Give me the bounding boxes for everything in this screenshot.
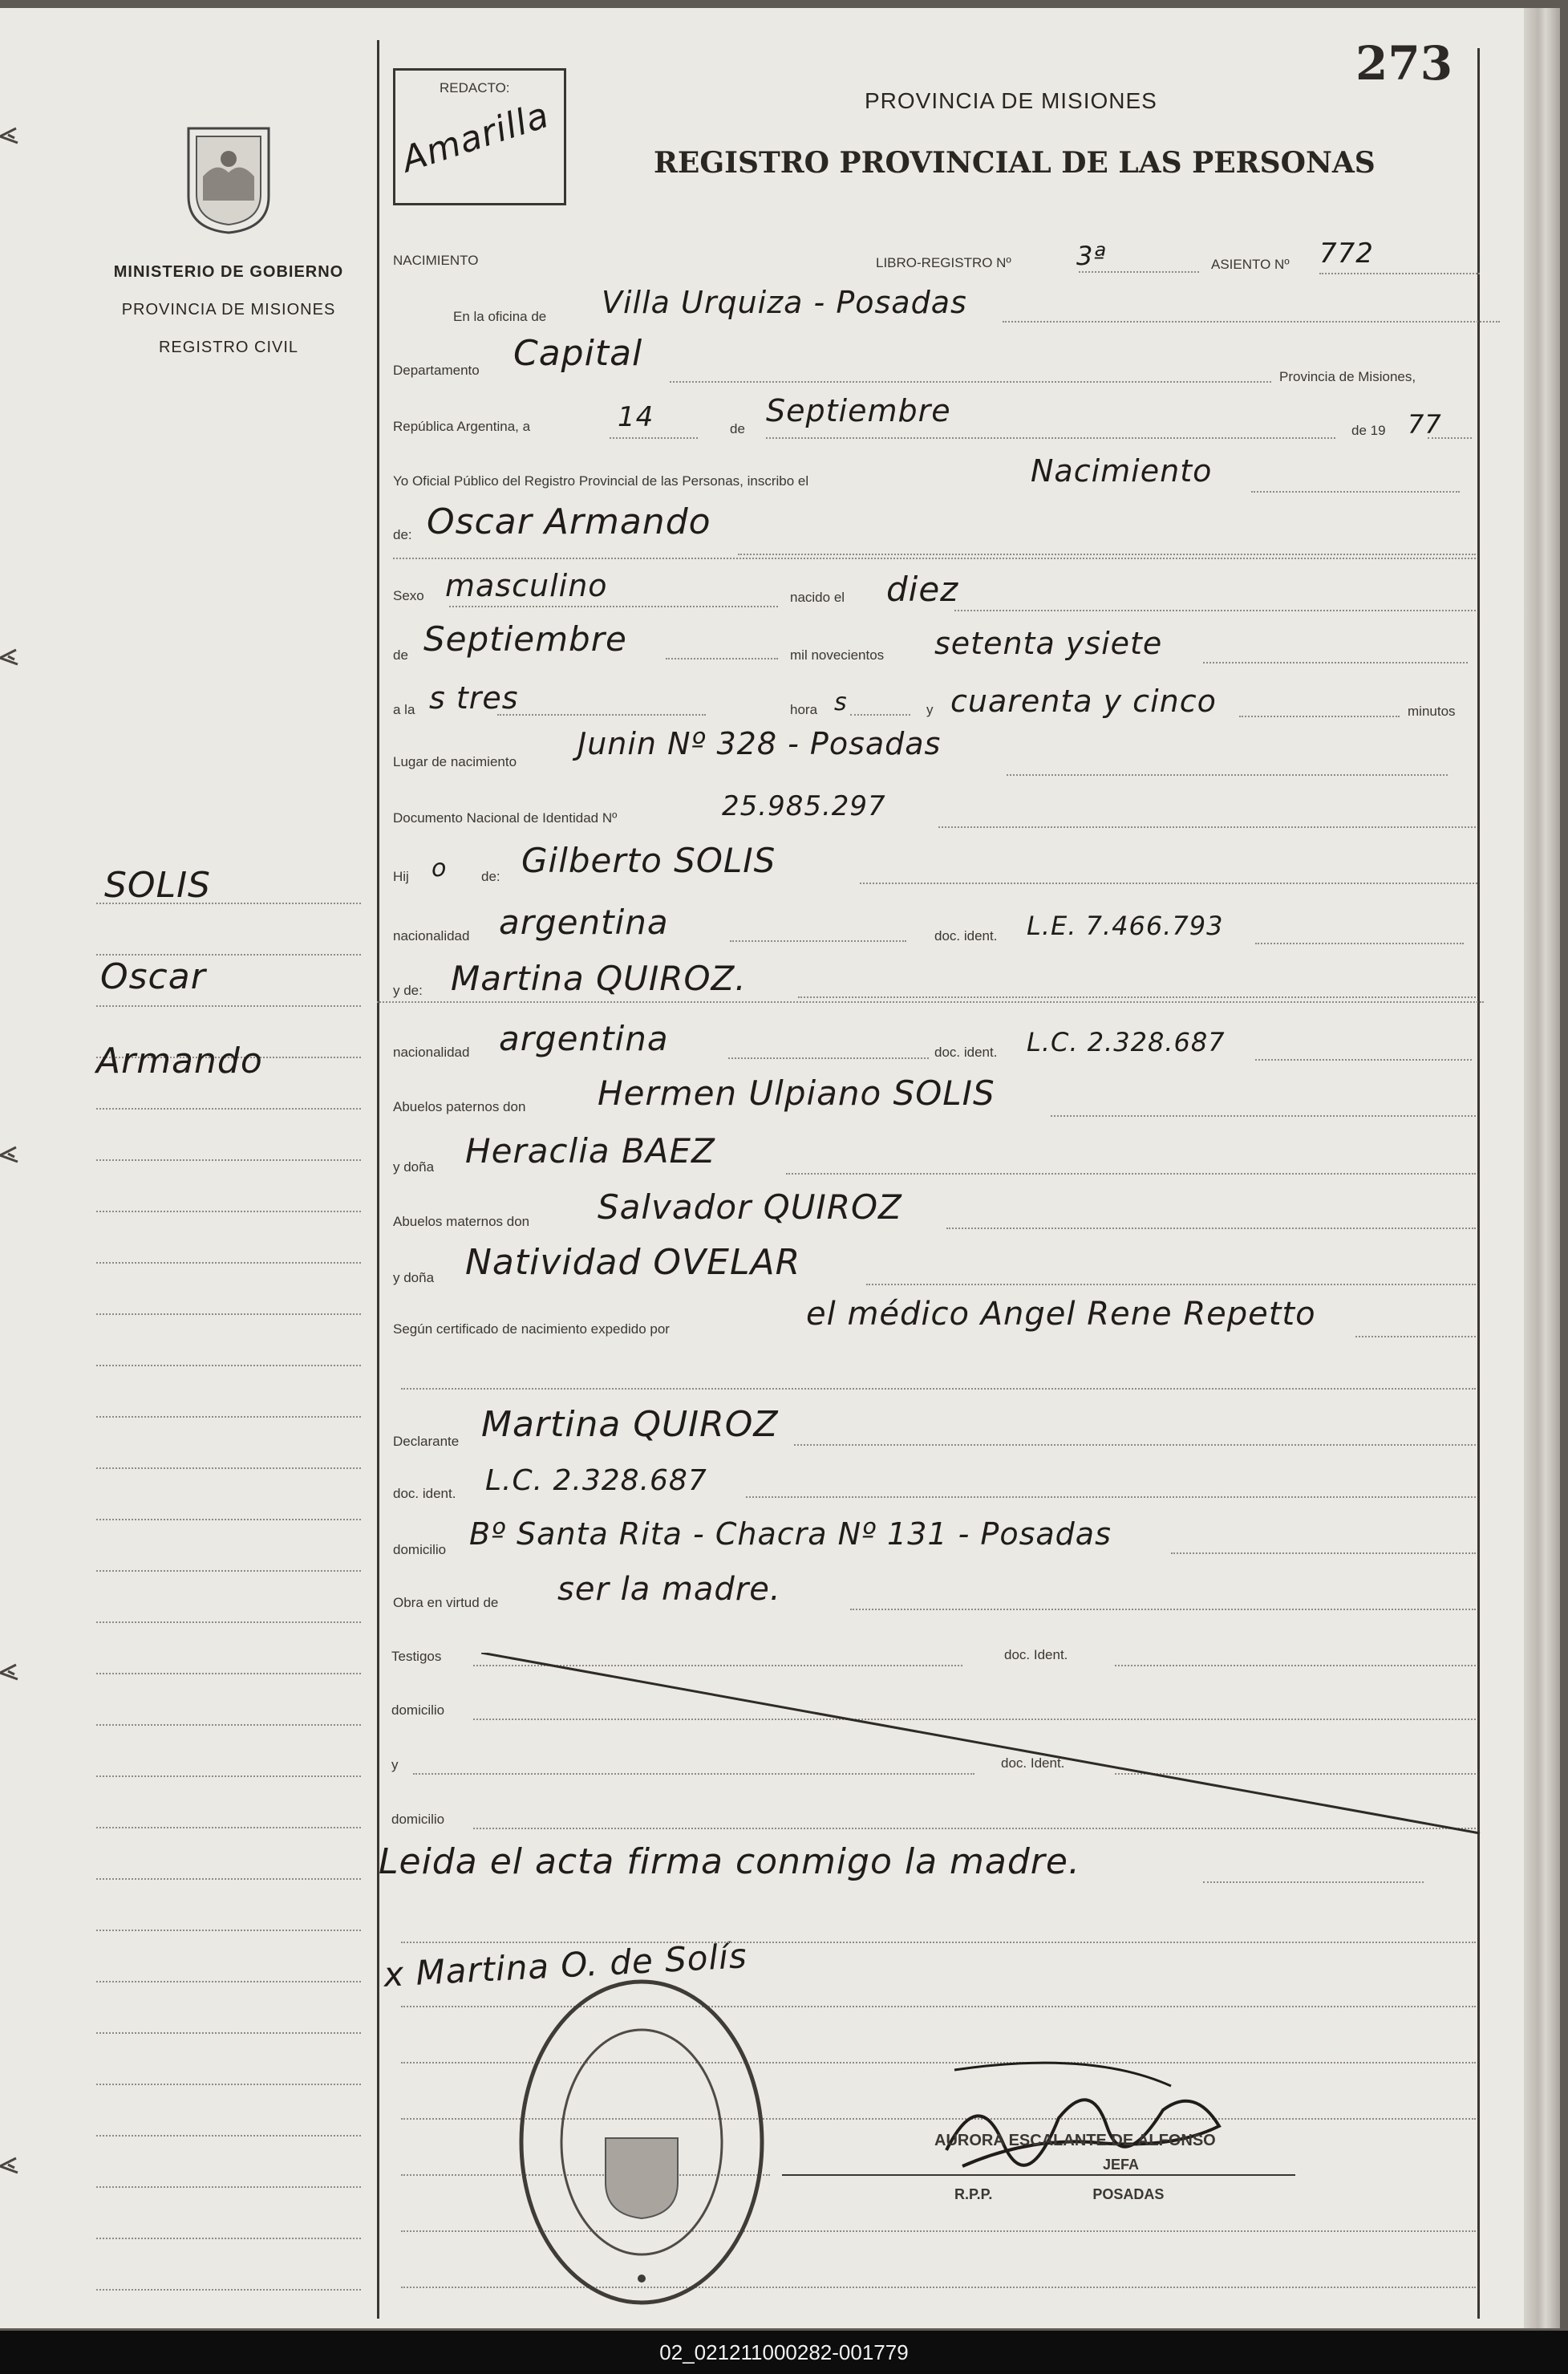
oficial-label: Yo Oficial Público del Registro Provincial de las Personas, inscribo el <box>393 473 809 489</box>
minutos-label: minutos <box>1408 704 1456 719</box>
hijo-value: o <box>432 854 448 883</box>
mother-doc-label: doc. ident. <box>934 1045 998 1060</box>
form-rule-line <box>738 554 1476 555</box>
form-rule-line <box>746 1496 1476 1498</box>
form-rule-line <box>497 714 706 716</box>
abuelos-mat-label: Abuelos maternos don <box>393 1214 530 1229</box>
margin-rule <box>96 1827 361 1828</box>
left-column-divider <box>377 40 379 2319</box>
form-rule-line <box>730 940 906 942</box>
certificado-label: Según certificado de nacimiento expedido por <box>393 1321 670 1337</box>
sexo-label: Sexo <box>393 588 424 603</box>
mother-nac-label: nacionalidad <box>393 1045 470 1060</box>
margin-rule <box>96 2238 361 2239</box>
birth-month-value: Septiembre <box>423 619 627 659</box>
asiento-label: ASIENTO Nº <box>1211 257 1290 272</box>
right-margin-line <box>1477 48 1480 2319</box>
testigos-y-label: y <box>391 1757 399 1772</box>
margin-rule <box>96 1621 361 1623</box>
asiento-value: 772 <box>1319 237 1374 270</box>
province-heading: PROVINCIA DE MISIONES <box>865 88 1157 113</box>
official-name: AURORA ESCALANTE DE ALFONSO <box>934 2132 1216 2149</box>
declarante-value: Martina QUIROZ <box>481 1404 779 1445</box>
margin-rule <box>96 2289 361 2291</box>
margin-rule <box>96 1570 361 1572</box>
margin-rule <box>96 1775 361 1777</box>
page-number: 273 <box>1355 36 1453 91</box>
form-rule-line <box>670 381 1271 383</box>
abuelo-mat-value: Salvador QUIROZ <box>598 1187 902 1227</box>
testigos-doc2-label: doc. Ident. <box>1001 1755 1065 1771</box>
margin-rule <box>96 2186 361 2188</box>
form-rule-line <box>786 1173 1476 1175</box>
month-value: Septiembre <box>766 393 951 428</box>
form-rule-line <box>1007 774 1448 776</box>
mother-value: Martina QUIROZ. <box>451 959 747 998</box>
form-rule-line <box>860 883 1477 884</box>
form-rule-line <box>610 437 698 439</box>
abuelo-pat-value: Hermen Ulpiano SOLIS <box>598 1073 995 1113</box>
father-nac-label: nacionalidad <box>393 928 470 944</box>
dni-label: Documento Nacional de Identidad Nº <box>393 810 618 826</box>
form-rule-line <box>666 658 778 659</box>
form-rule-line <box>393 558 1476 559</box>
official-signature-icon <box>930 2054 1267 2198</box>
mother-signature: x Martina O. de Solís <box>383 1936 748 1995</box>
margin-surname: SOLIS <box>104 865 211 906</box>
lugar-value: Junin Nº 328 - Posadas <box>577 726 942 761</box>
libro-value: 3ª <box>1076 241 1107 271</box>
day-value: 14 <box>618 401 654 433</box>
form-rule-line <box>1051 1115 1476 1117</box>
margin-rule <box>96 2135 361 2137</box>
margin-rule <box>96 1108 361 1110</box>
form-rule-line <box>1003 321 1500 323</box>
margin-rule <box>96 1365 361 1366</box>
obra-label: Obra en virtud de <box>393 1595 499 1610</box>
witness-strike-line <box>481 1653 1484 1845</box>
form-rule-line <box>449 606 778 607</box>
form-rule-line <box>1319 273 1480 274</box>
margin-rule <box>96 1673 361 1674</box>
mil-label: mil novecientos <box>790 647 885 663</box>
domicilio-value: Bº Santa Rita - Chacra Nº 131 - Posadas <box>469 1516 1112 1552</box>
form-rule-line <box>794 1444 1476 1446</box>
testigos-label: Testigos <box>391 1649 442 1664</box>
form-rule-line <box>1203 662 1468 664</box>
margin-rule <box>96 1005 361 1007</box>
form-rule-line <box>850 1609 1476 1610</box>
form-rule-line <box>401 1942 1476 1943</box>
margin-rule <box>96 954 361 956</box>
form-rule-line <box>1171 1552 1476 1554</box>
year-value: 77 <box>1408 409 1442 440</box>
birth-month-label: de <box>393 647 408 663</box>
page-edge <box>1524 8 1560 2328</box>
margin-rule <box>96 1724 361 1726</box>
margin-rule <box>96 1211 361 1212</box>
form-rule-line <box>728 1057 929 1059</box>
official-office: R.P.P. POSADAS <box>954 2186 1165 2202</box>
official-title: JEFA <box>1103 2157 1140 2173</box>
margin-rule <box>96 1416 361 1418</box>
lugar-label: Lugar de nacimiento <box>393 754 517 769</box>
de-name-label: de: <box>393 527 412 542</box>
form-rule-line <box>850 714 910 716</box>
form-rule-line <box>798 996 1476 998</box>
form-rule-line <box>1239 716 1400 717</box>
certificado-value: el médico Angel Rene Repetto <box>806 1296 1316 1333</box>
form-rule-line <box>1203 1881 1424 1883</box>
abuela-mat-value: Natividad OVELAR <box>465 1242 801 1283</box>
dni-value: 25.985.297 <box>722 790 886 822</box>
a-las-value: s tres <box>429 680 519 716</box>
margin-rule <box>96 1159 361 1161</box>
mil-value: setenta ysiete <box>934 626 1163 661</box>
margin-rule <box>96 2084 361 2085</box>
margin-rule <box>96 1981 361 1982</box>
nacido-value: diez <box>886 570 959 609</box>
margin-rule <box>96 1930 361 1931</box>
binding-stitch-icon <box>0 642 22 674</box>
decl-doc-value: L.C. 2.328.687 <box>485 1464 707 1497</box>
margin-rule <box>96 1519 361 1520</box>
form-rule-line <box>946 1228 1476 1229</box>
binding-stitch-icon <box>0 120 22 152</box>
redacto-signature: Amarilla <box>396 94 554 181</box>
margin-first-name: Oscar <box>100 956 206 997</box>
nacido-label: nacido el <box>790 590 845 605</box>
oficial-value: Nacimiento <box>1031 453 1213 489</box>
hijo-label: Hij <box>393 869 409 884</box>
ministry-heading: MINISTERIO DE GOBIERNO <box>113 263 344 281</box>
registry-heading: REGISTRO PROVINCIAL DE LAS PERSONAS <box>654 146 1376 180</box>
obra-value: ser la madre. <box>557 1571 781 1608</box>
declarante-label: Declarante <box>393 1434 460 1449</box>
testigos-domicilio2-label: domicilio <box>391 1812 445 1827</box>
form-rule-line <box>1255 943 1464 944</box>
y-de-label: y de: <box>393 983 423 998</box>
margin-rule <box>96 2032 361 2034</box>
oficina-value: Villa Urquiza - Posadas <box>602 285 967 320</box>
father-doc-label: doc. ident. <box>934 928 998 944</box>
libro-label: LIBRO-REGISTRO Nº <box>876 255 1011 270</box>
minutes-value: cuarenta y cinco <box>950 684 1217 719</box>
form-rule-line <box>766 437 1335 439</box>
margin-rule <box>96 1878 361 1880</box>
closing-statement: Leida el acta firma conmigo la madre. <box>379 1841 1080 1882</box>
year-prefix: de 19 <box>1351 423 1386 438</box>
scan-filename: 02_021211000282-001779 <box>0 2331 1568 2374</box>
oficina-label: En la oficina de <box>453 309 547 324</box>
provincial-seal-icon <box>180 120 277 237</box>
form-rule-line <box>377 1001 1484 1003</box>
margin-second-name: Armando <box>96 1041 263 1081</box>
de-label: de <box>730 421 745 436</box>
registry-subheading: REGISTRO CIVIL <box>158 339 299 356</box>
province-subheading: PROVINCIA DE MISIONES <box>121 301 336 319</box>
hijo-de-label: de: <box>481 869 500 884</box>
redacto-box <box>393 68 566 205</box>
y-dona-pat-label: y doña <box>393 1159 435 1175</box>
decl-doc-label: doc. ident. <box>393 1486 456 1501</box>
form-rule-line <box>954 610 1476 611</box>
mother-nac-value: argentina <box>499 1019 669 1058</box>
form-rule-line <box>1251 491 1460 493</box>
mother-doc-value: L.C. 2.328.687 <box>1027 1027 1226 1057</box>
father-nac-value: argentina <box>499 903 669 942</box>
a-las-label: a la <box>393 702 415 717</box>
sexo-value: masculino <box>445 568 608 603</box>
republica-label: República Argentina, a <box>393 419 531 434</box>
margin-rule <box>96 1467 361 1469</box>
margin-rule <box>96 1262 361 1264</box>
y-label: y <box>926 702 934 717</box>
testigos-domicilio-label: domicilio <box>391 1702 445 1718</box>
hora-label: hora <box>790 702 818 717</box>
form-rule-line <box>866 1284 1476 1285</box>
form-rule-line <box>1355 1336 1476 1337</box>
form-rule-line <box>1428 437 1472 439</box>
father-doc-value: L.E. 7.466.793 <box>1027 911 1224 941</box>
redacto-label: REDACTO: <box>440 80 510 95</box>
form-rule-line <box>1255 1059 1472 1061</box>
father-value: Gilberto SOLIS <box>521 841 776 880</box>
form-rule-line <box>1079 271 1199 273</box>
de-name-value: Oscar Armando <box>427 501 711 542</box>
abuelos-pat-label: Abuelos paternos don <box>393 1099 526 1114</box>
form-rule-line <box>938 826 1476 828</box>
departamento-value: Capital <box>513 333 643 374</box>
testigos-doc-label: doc. Ident. <box>1004 1647 1068 1662</box>
form-rule-line <box>401 1388 1476 1390</box>
act-type-label: NACIMIENTO <box>393 253 479 268</box>
margin-rule <box>96 1313 361 1315</box>
binding-stitch-icon <box>0 2150 22 2182</box>
hora-value: s <box>834 688 848 716</box>
provincia-suffix: Provincia de Misiones, <box>1279 369 1416 384</box>
official-signature-line <box>782 2174 1295 2176</box>
abuela-pat-value: Heraclia BAEZ <box>465 1131 715 1171</box>
registry-stamp-icon <box>513 1974 770 2311</box>
binding-stitch-icon <box>0 1139 22 1171</box>
binding-stitch-icon <box>0 1657 22 1689</box>
y-dona-mat-label: y doña <box>393 1270 435 1285</box>
domicilio-label: domicilio <box>393 1542 447 1557</box>
departamento-label: Departamento <box>393 363 480 378</box>
